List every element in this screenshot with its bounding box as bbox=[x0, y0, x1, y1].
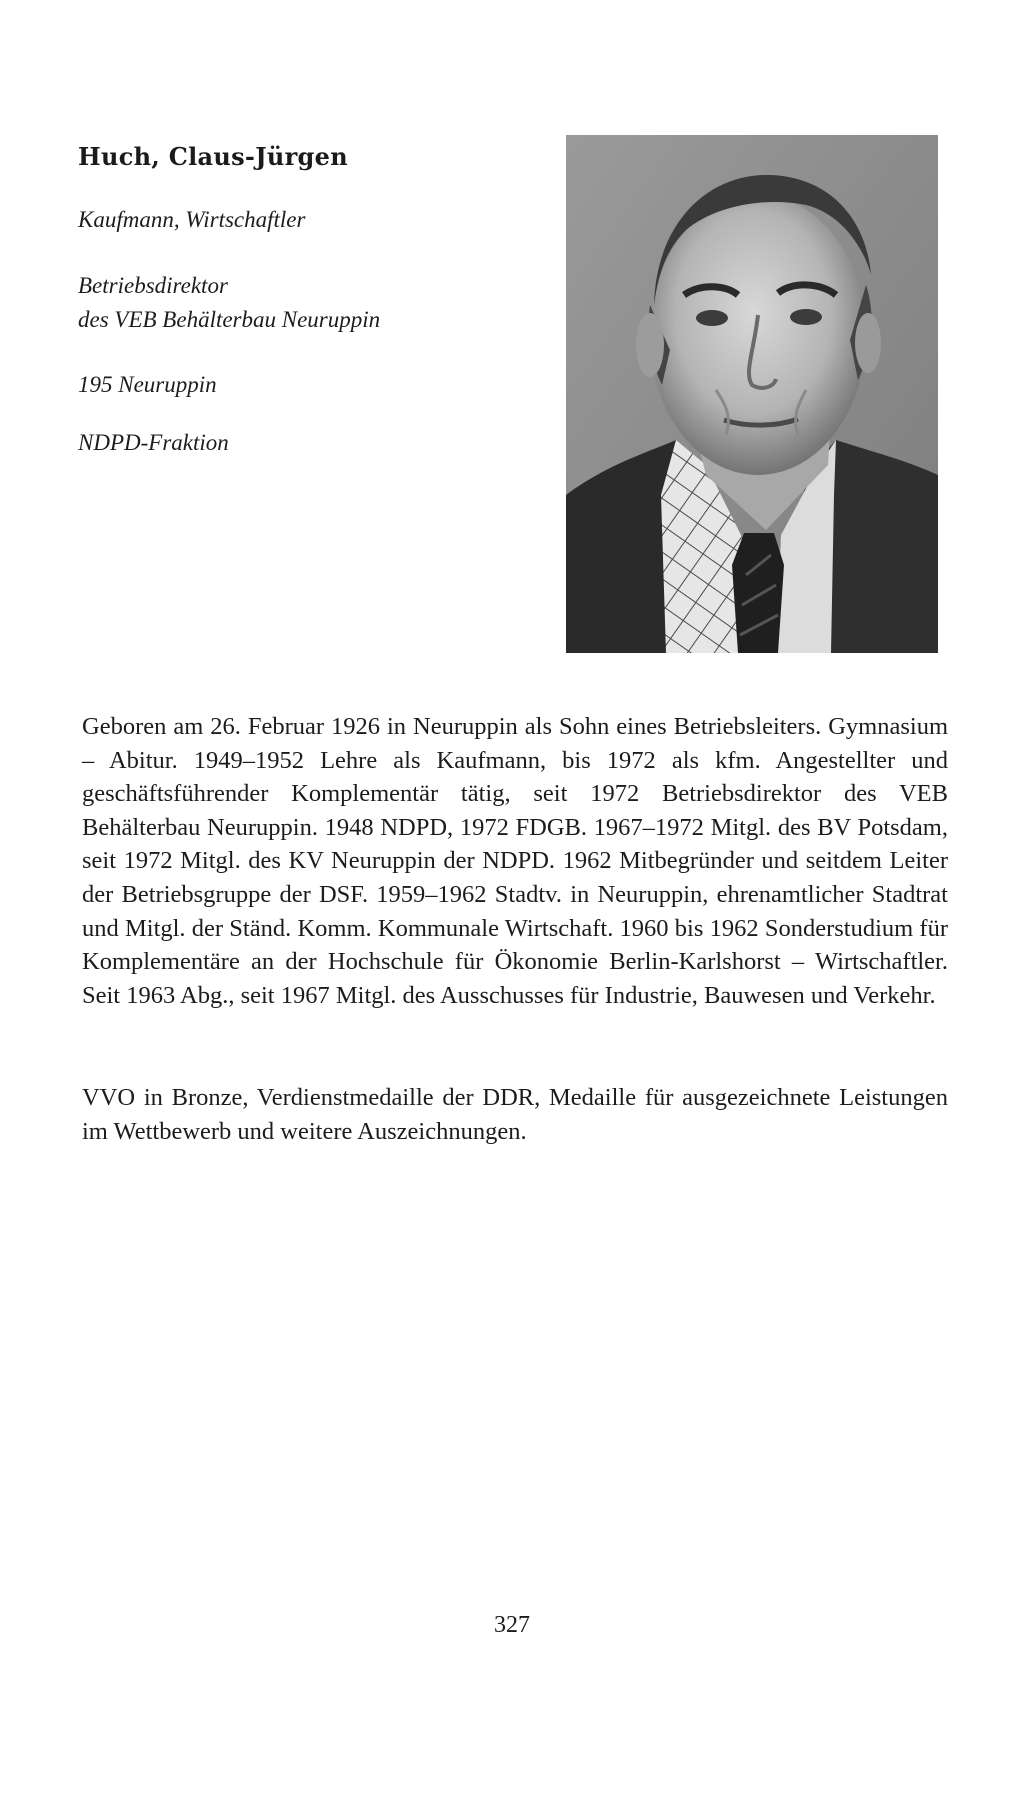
awards: VVO in Bronze, Verdienstmedaille der DDR, Medaille für ausgezeichnete Leistungen im Wettbewerb und weitere Auszeichnungen. bbox=[82, 1084, 948, 1145]
portrait-photo-icon bbox=[566, 135, 938, 653]
person-name: Huch, Claus-Jürgen bbox=[78, 142, 348, 171]
biography-text: Geboren am 26. Februar 1926 in Neuruppin als Sohn eines Betriebsleiters. Gymnasium – Abitur. 1949–1952 Lehre als Kaufmann, bis 1972 als kfm. Angestellter und geschäftsführender Komplementär tätig, seit 1972 Betriebsdirektor des VEB Behälterbau Neuruppin. 1948 NDPD, 1972 FDGB. 1967–1972 Mitgl. des BV Potsdam, seit 1972 Mitgl. des KV Neuruppin der NDPD. 1962 Mitbegründer und seitdem Leiter der Betriebsgruppe der DSF. 1959–1962 Stadtv. in Neuruppin, ehrenamtlicher Stadtrat und Mitgl. der Ständ. Komm. Kommunale Wirtschaft. 1960 bis 1962 Sonderstudium für Komplementäre an der Hochschule für Ökonomie Berlin-Karlshorst – Wirtschaftler. Seit 1963 Abg., seit 1967 Mitgl. des Ausschusses für Industrie, Bauwesen und Verkehr. bbox=[82, 713, 948, 1009]
fraction: NDPD-Fraktion bbox=[78, 430, 229, 455]
constituency: 195 Neuruppin bbox=[78, 372, 217, 397]
position-employer: des VEB Behälterbau Neuruppin bbox=[78, 307, 381, 332]
position bbox=[78, 269, 380, 337]
portrait-photo-svg bbox=[566, 135, 938, 653]
position-title: Betriebsdirektor bbox=[78, 273, 228, 298]
page-number: 327 bbox=[494, 1612, 530, 1638]
profession: Kaufmann, Wirtschaftler bbox=[78, 207, 306, 232]
biography bbox=[82, 710, 948, 1012]
